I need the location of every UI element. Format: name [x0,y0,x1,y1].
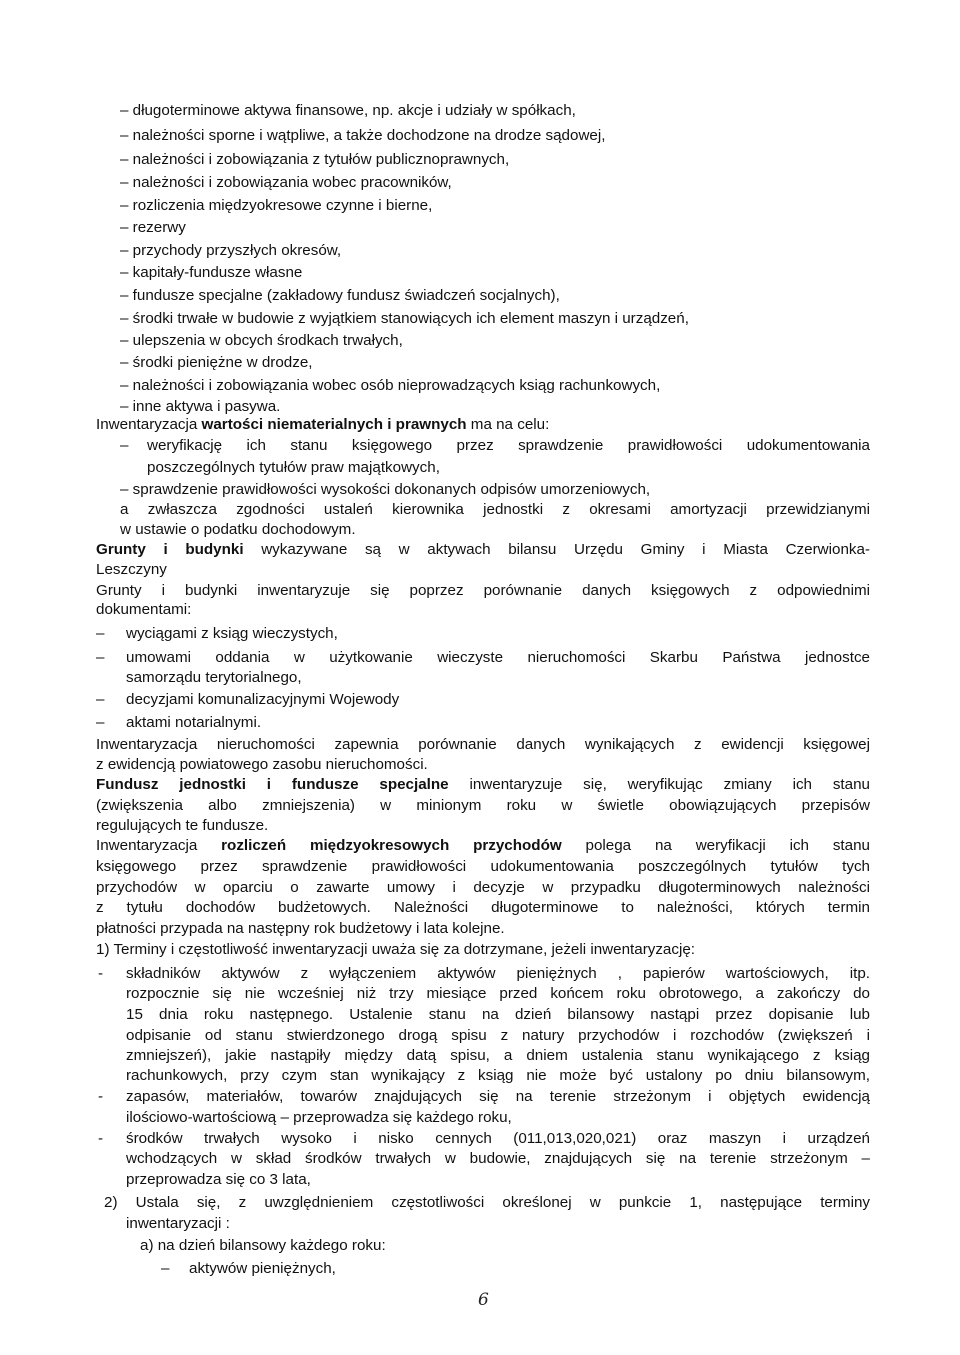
bullet-dash: – [96,625,105,642]
list-item: wyciągami z ksiąg wieczystych, [126,625,338,642]
bullet-dash: - [98,965,104,982]
intangibles-intro: Inwentaryzacja wartości niematerialnych i prawnych ma na celu: [96,416,550,433]
land-buildings-heading: Grunty i budynki wykazywane są w aktywach bilansu Urzędu Gminy i Miasta Czerwionka- [96,541,870,558]
bullet-dash: – [96,691,105,708]
funds-heading: Fundusz jednostki i fundusze specjalne inwentaryzuje się, weryfikując zmiany ich stanu [96,776,870,793]
list-item: aktywów pieniężnych, [189,1260,336,1277]
intangibles-item: – sprawdzenie prawidłowości wysokości dokonanych odpisów umorzeniowych, [120,481,651,498]
list-item-cont: samorządu terytorialnego, [126,669,302,686]
list-item-cont: 15 dnia roku następnego. Ustalenie stanu na dzień bilansowy nastąpi przez dopisanie lub [126,1006,870,1023]
paragraph-line: inwentaryzacji : [126,1215,230,1232]
numbered-point: 2) Ustala się, z uwzględnieniem częstotliwości określonej w punkcie 1, następujące terminy [104,1194,870,1211]
list-item: – należności i zobowiązania wobec pracowników, [120,174,452,191]
intangibles-item-cont: poszczególnych tytułów praw majątkowych, [147,459,440,476]
sub-point: a) na dzień bilansowy każdego roku: [140,1237,386,1254]
paragraph-line: regulujących te fundusze. [96,817,269,834]
paragraph-line: dokumentami: [96,601,192,618]
bullet-dash: – [120,437,129,454]
numbered-point: 1) Terminy i częstotliwość inwentaryzacji uważa się za dotrzymane, jeżeli inwentaryzację: [96,941,696,958]
list-item-cont: przeprowadza się co 3 lata, [126,1171,311,1188]
list-item: zapasów, materiałów, towarów znajdujących się na terenie strzeżonym i objętych ewidencją [126,1088,870,1105]
page-number: 6 [478,1290,489,1310]
list-item: – długoterminowe aktywa finansowe, np. akcje i udziały w spółkach, [120,102,576,119]
list-item: – inne aktywa i pasywa. [120,398,281,415]
list-item: – fundusze specjalne (zakładowy fundusz świadczeń socjalnych), [120,287,560,304]
bullet-dash: – [96,649,105,666]
paragraph-line: z tytułu dochodów budżetowych. Należności długoterminowe to należności, których termin [96,899,870,916]
list-item: – rezerwy [120,219,186,236]
bullet-dash: – [161,1260,170,1277]
list-item-cont: odpisanie od stanu stwierdzonego drogą spisu z natury przychodów i rozchodów (zwiększeń i [126,1027,870,1044]
list-item-cont: zmniejszeń), jakie nastąpiły między datą spisu, a dniem ustalenia stanu wynikającego z ksiąg [126,1047,870,1064]
list-item: – rozliczenia międzyokresowe czynne i bierne, [120,197,433,214]
list-item: umowami oddania w użytkowanie wieczyste nieruchomości Skarbu Państwa jednostce [126,649,870,666]
list-item: – przychody przyszłych okresów, [120,242,342,259]
paragraph-line: płatności przypada na następny rok budżetowy i lata kolejne. [96,920,505,937]
list-item: środków trwałych wysoko i nisko cennych (011,013,020,021) oraz maszyn i urządzeń [126,1130,870,1147]
list-item: aktami notarialnymi. [126,714,262,731]
list-item: składników aktywów z wyłączeniem aktywów pieniężnych , papierów wartościowych, itp. [126,965,870,982]
list-item: – kapitały-fundusze własne [120,264,303,281]
bullet-dash: - [98,1130,104,1147]
intangibles-item-cont: a zwłaszcza zgodności ustaleń kierownika jednostki z okresami amortyzacji przewidzianymi [120,501,870,518]
intangibles-item-cont: w ustawie o podatku dochodowym. [120,521,356,538]
paragraph-line: Inwentaryzacja nieruchomości zapewnia porównanie danych wynikających z ewidencji księgowej [96,736,870,753]
paragraph-line: Leszczyny [96,561,167,578]
bullet-dash: - [98,1088,104,1105]
paragraph-line: Grunty i budynki inwentaryzuje się poprzez porównanie danych księgowych z odpowiednimi [96,582,870,599]
list-item: decyzjami komunalizacyjnymi Wojewody [126,691,400,708]
list-item: – należności i zobowiązania wobec osób nieprowadzących ksiąg rachunkowych, [120,377,661,394]
list-item-cont: wchodzących w skład środków trwałych w budowie, znajdujących się na terenie strzeżonym – [126,1150,870,1167]
paragraph-line: (zwiększenia albo zmniejszenia) w minionym roku w świetle obowiązujących przepisów [96,797,870,814]
list-item: – ulepszenia w obcych środkach trwałych, [120,332,403,349]
bullet-dash: – [96,714,105,731]
list-item: – środki trwałe w budowie z wyjątkiem stanowiących ich element maszyn i urządzeń, [120,310,689,327]
paragraph-line: księgowego przez sprawdzenie prawidłowości udokumentowania poszczególnych tytułów tych [96,858,870,875]
accruals-heading: Inwentaryzacja rozliczeń międzyokresowych przychodów polega na weryfikacji ich stanu [96,837,870,854]
list-item-cont: ilościowo-wartościową – przeprowadza się każdego roku, [126,1109,512,1126]
paragraph-line: z ewidencją powiatowego zasobu nieruchomości. [96,756,428,773]
list-item: – środki pieniężne w drodze, [120,354,313,371]
intangibles-item: weryfikację ich stanu księgowego przez sprawdzenie prawidłowości udokumentowania [147,437,870,454]
list-item-cont: rachunkowych, przy czym stan wynikający z ksiąg nie może być ustalony po dniu bilansowym, [126,1067,870,1084]
list-item-cont: rozpocznie się nie wcześniej niż trzy miesiące przed końcem roku obrotowego, a zakończy do [126,985,870,1002]
paragraph-line: przychodów w oparciu o zawarte umowy i decyzje w przypadku długoterminowych należności [96,879,870,896]
list-item: – należności sporne i wątpliwe, a także dochodzone na drodze sądowej, [120,127,606,144]
list-item: – należności i zobowiązania z tytułów publicznoprawnych, [120,151,510,168]
